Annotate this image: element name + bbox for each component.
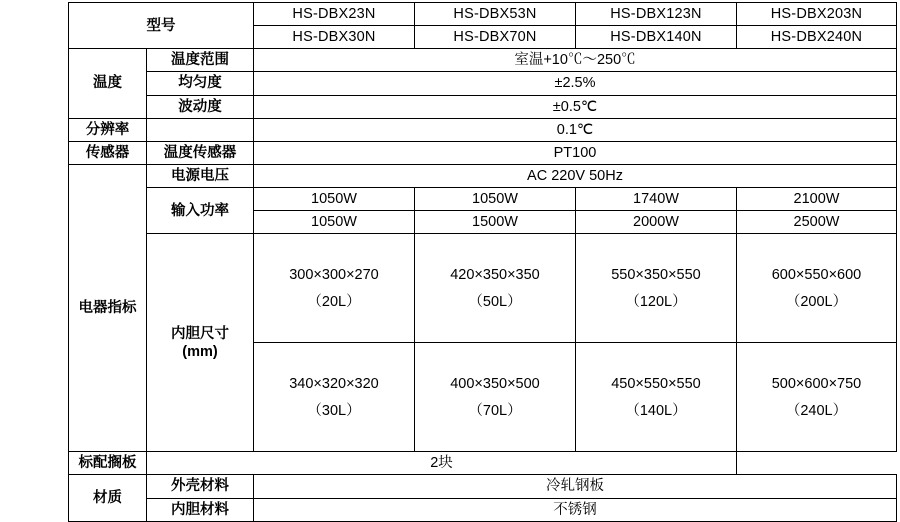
spacer (417, 284, 573, 293)
value-resolution: 0.1℃ (254, 118, 897, 141)
table-row (69, 234, 897, 343)
model-label: 型号 (69, 3, 254, 49)
chamber-dim: 450×550×550 (611, 375, 701, 392)
specification-table (68, 2, 897, 522)
value-chamber-size (737, 343, 897, 452)
table-row (69, 164, 897, 187)
model-cell: HS-DBX23N (254, 3, 415, 26)
value-chamber-size (576, 234, 737, 343)
model-cell: HS-DBX240N (737, 26, 897, 49)
row-label-temp-range: 温度范围 (147, 49, 254, 72)
row-label-shell: 外壳材料 (147, 475, 254, 498)
spacer (417, 393, 573, 402)
spacer (739, 393, 894, 402)
table-row (69, 49, 897, 72)
value-power: 2100W (737, 188, 897, 211)
chamber-volume: （20L） (307, 293, 361, 310)
group-material: 材质 (69, 475, 147, 521)
table-row (69, 3, 897, 26)
value-power: 1050W (254, 211, 415, 234)
row-label-shelf: 标配搁板 (69, 452, 147, 475)
table-row (69, 141, 897, 164)
value-power: 1050W (415, 188, 576, 211)
table-row (69, 475, 897, 498)
model-cell: HS-DBX30N (254, 26, 415, 49)
value-shell: 冷轧钢板 (254, 475, 897, 498)
model-cell: HS-DBX70N (415, 26, 576, 49)
table-row (69, 498, 897, 521)
chamber-volume: （200L） (785, 293, 848, 310)
value-power: 2000W (576, 211, 737, 234)
value-chamber-size (254, 343, 415, 452)
row-label-voltage: 电源电压 (147, 164, 254, 187)
value-power: 1500W (415, 211, 576, 234)
spacer (256, 284, 412, 293)
row-label-sensor: 温度传感器 (147, 141, 254, 164)
value-sensor: PT100 (254, 141, 897, 164)
chamber-volume: （30L） (307, 402, 361, 419)
chamber-volume: （120L） (625, 293, 687, 310)
chamber-volume: （140L） (625, 402, 687, 419)
value-shelf: 2块 (147, 452, 737, 475)
value-chamber-size (415, 343, 576, 452)
group-temperature: 温度 (69, 49, 147, 118)
value-power: 1740W (576, 188, 737, 211)
table-row (69, 118, 897, 141)
row-label-chamber-size (147, 234, 254, 452)
table-row (69, 72, 897, 95)
value-chamber-size (415, 234, 576, 343)
spacer (739, 284, 894, 293)
row-label-power: 输入功率 (147, 188, 254, 234)
value-chamber-size (737, 234, 897, 343)
model-cell: HS-DBX203N (737, 3, 897, 26)
chamber-dim: 500×600×750 (771, 375, 862, 392)
chamber-dim: 400×350×500 (450, 375, 540, 392)
chamber-dim: 420×350×350 (450, 266, 540, 283)
row-label-resolution-blank (147, 118, 254, 141)
table-row (69, 188, 897, 211)
chamber-volume: （50L） (468, 293, 522, 310)
spacer (256, 393, 412, 402)
group-electrical: 电器指标 (69, 164, 147, 451)
table-row (69, 452, 897, 475)
chamber-label-line2: (mm) (182, 343, 218, 360)
value-chamber-size (254, 234, 415, 343)
chamber-dim: 300×300×270 (289, 266, 379, 283)
spacer (578, 284, 734, 293)
value-chamber-size (576, 343, 737, 452)
chamber-label-line1: 内胆尺寸 (171, 325, 229, 342)
value-voltage: AC 220V 50Hz (254, 164, 897, 187)
row-label-fluctuation: 波动度 (147, 95, 254, 118)
row-label-uniformity: 均匀度 (147, 72, 254, 95)
group-sensor: 传感器 (69, 141, 147, 164)
chamber-dim: 600×550×600 (771, 266, 862, 283)
value-power: 2500W (737, 211, 897, 234)
chamber-dim: 340×320×320 (289, 375, 379, 392)
value-liner: 不锈钢 (254, 498, 897, 521)
chamber-dim: 550×350×550 (611, 266, 701, 283)
model-cell: HS-DBX123N (576, 3, 737, 26)
value-temp-range: 室温+10℃～250℃ (254, 49, 897, 72)
chamber-volume: （70L） (468, 402, 522, 419)
spacer (578, 393, 734, 402)
table-row (69, 95, 897, 118)
row-label-resolution: 分辨率 (69, 118, 147, 141)
value-power: 1050W (254, 188, 415, 211)
model-cell: HS-DBX140N (576, 26, 737, 49)
row-label-liner: 内胆材料 (147, 498, 254, 521)
value-uniformity: ±2.5% (254, 72, 897, 95)
value-fluctuation: ±0.5℃ (254, 95, 897, 118)
chamber-volume: （240L） (785, 402, 848, 419)
model-cell: HS-DBX53N (415, 3, 576, 26)
